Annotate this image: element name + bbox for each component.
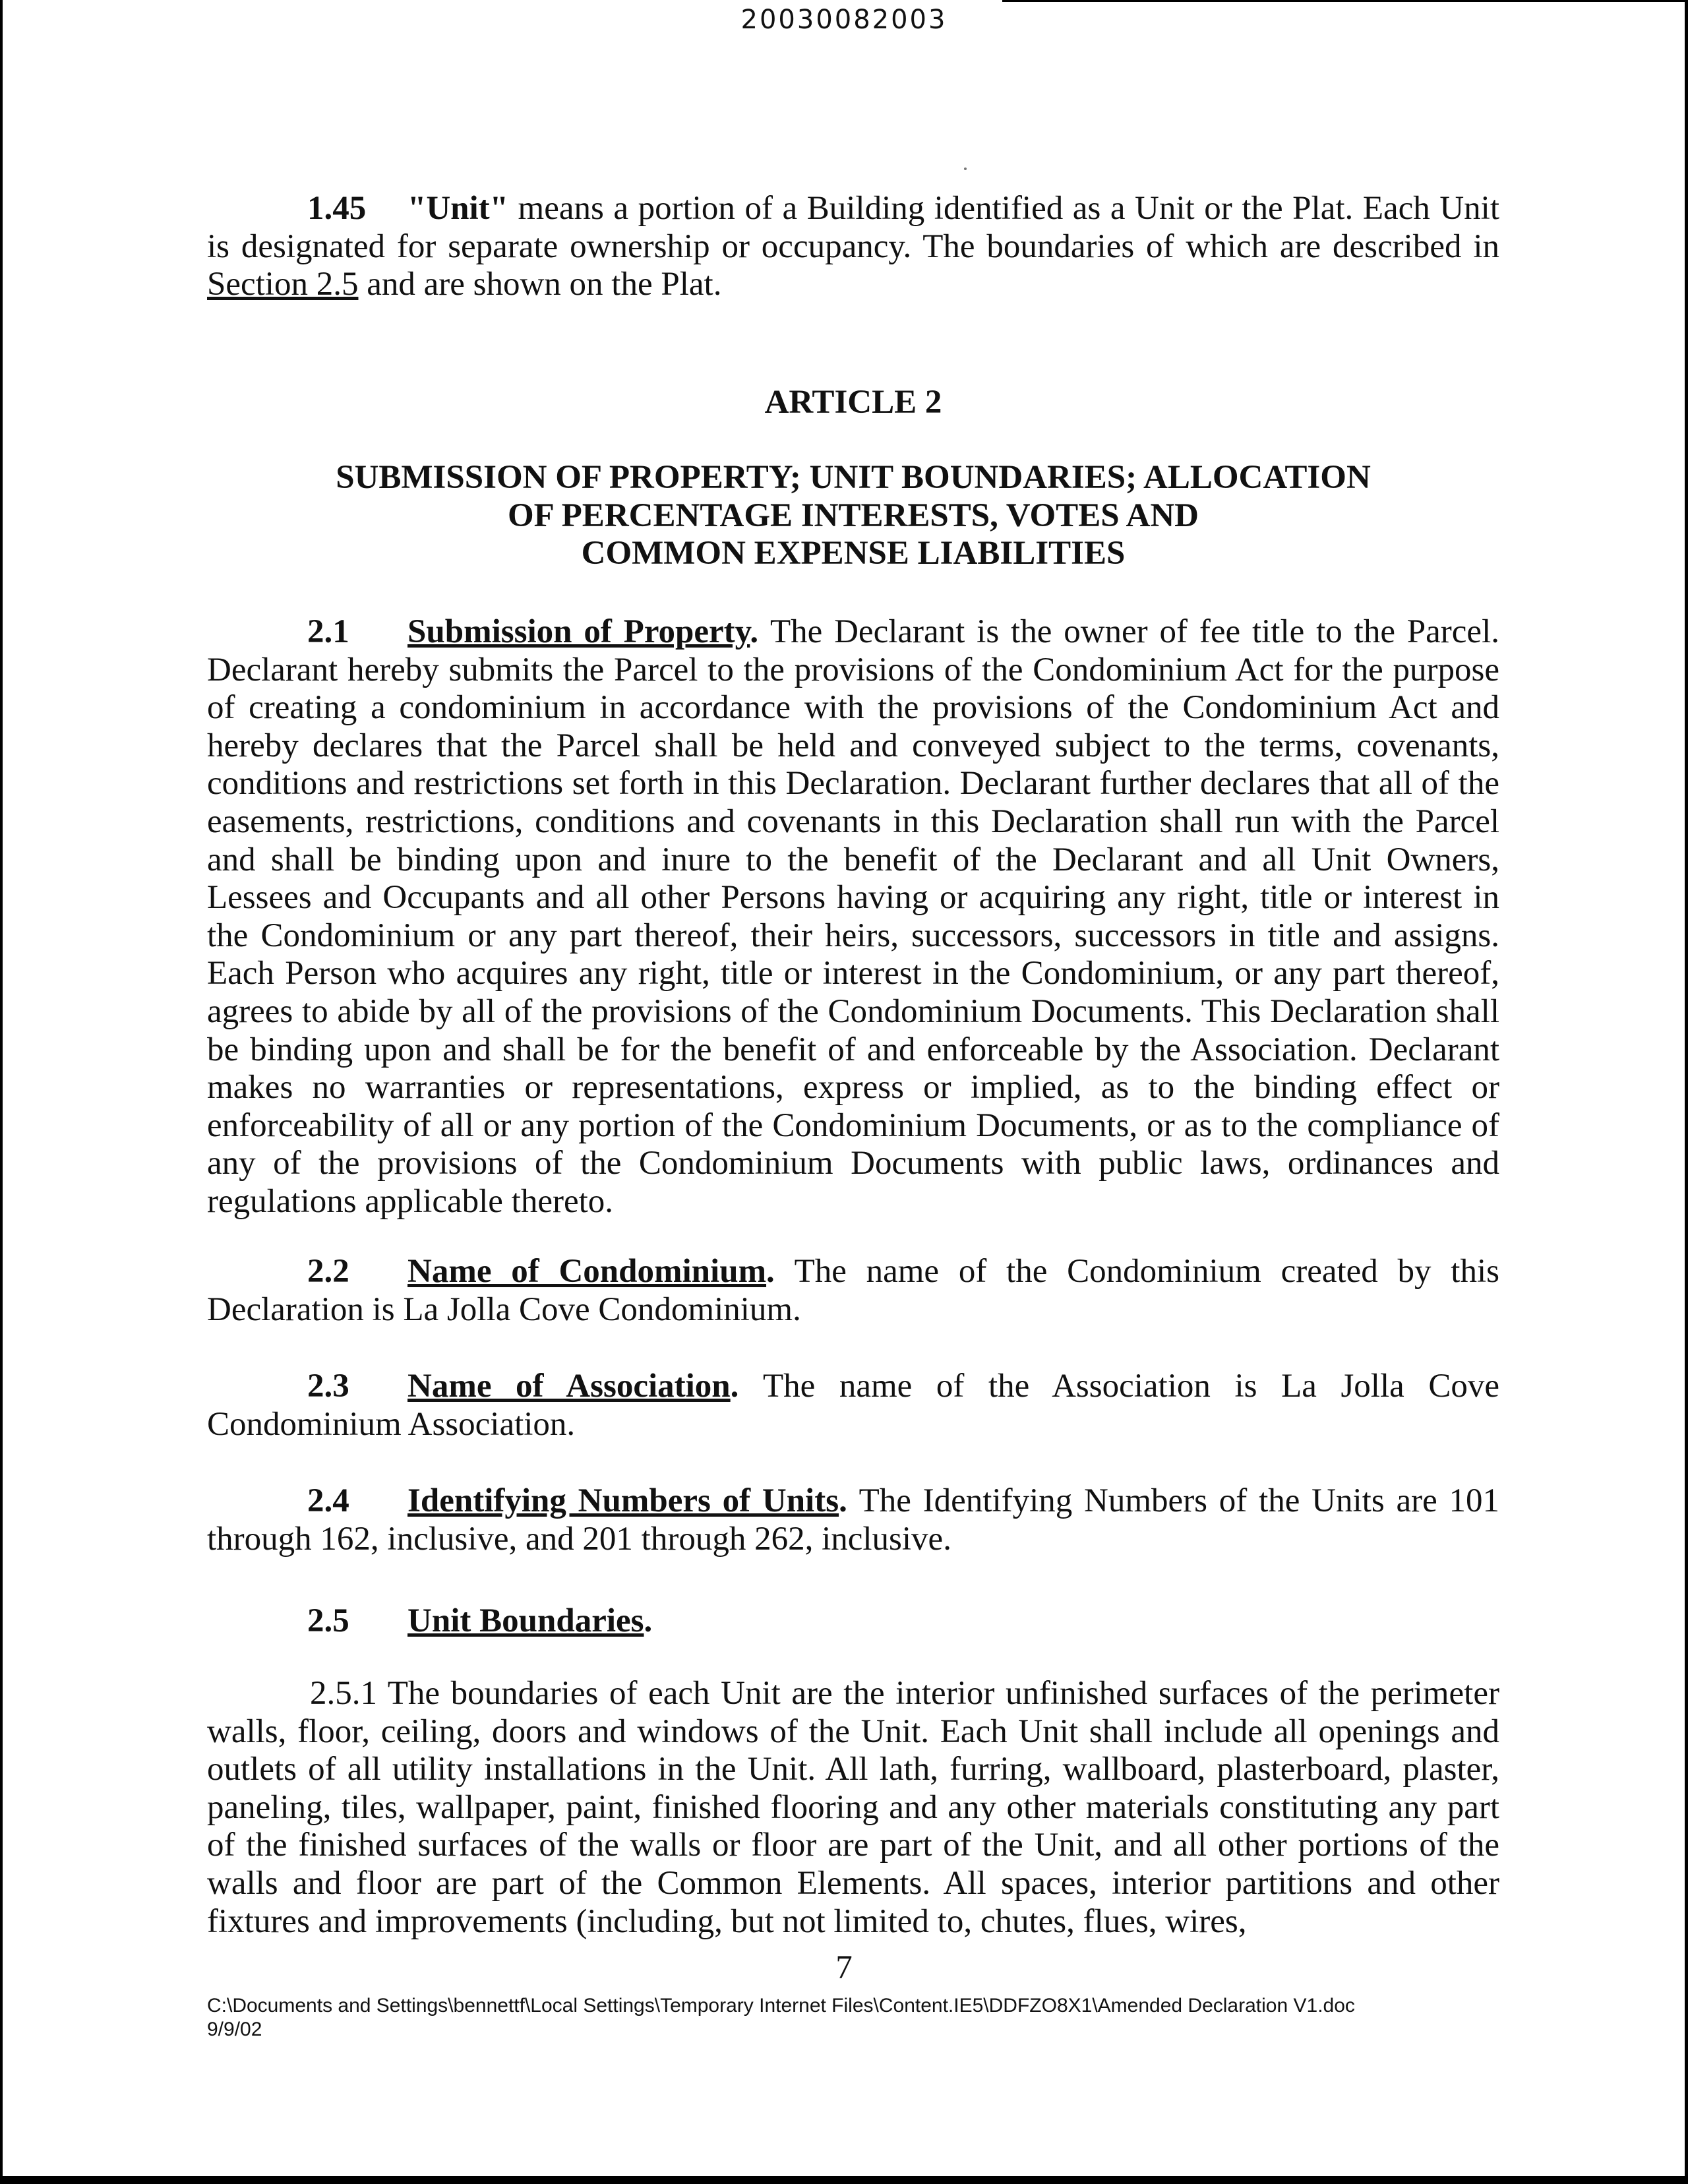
section-1-45: [207, 190, 1499, 304]
section-number: 2.4: [307, 1482, 349, 1519]
section-text: means a portion of a Building identified as a Unit or the Plat. Each Unit is designated for separate ownership or occupancy. The boundaries of which are described in: [207, 190, 1499, 265]
section-number: 2.2: [307, 1253, 349, 1290]
section-number: 2.1: [307, 613, 349, 650]
section-title: Unit Boundaries: [407, 1602, 644, 1639]
section-text: The Identifying Numbers of the Units are 101 through 162, inclusive, and 201 through 262, inclusive.: [207, 1482, 1499, 1558]
section-title: Identifying Numbers of Units: [407, 1482, 839, 1519]
section-2-3: 2.3 Name of Association. The name of the Association is La Jolla Cove Condominium Association.: [207, 1368, 1500, 1443]
section-2-2: 2.2 Name of Condominium. The name of the Condominium created by this Declaration is La Jolla Cove Condominium.: [207, 1253, 1499, 1328]
footer-date: 9/9/02: [207, 2018, 262, 2040]
section-2-5-1: [207, 1675, 1499, 1941]
scan-speck: [964, 167, 967, 170]
section-text: The boundaries of each Unit are the interior unfinished surfaces of the perimeter walls, floor, ceiling, doors and windows of the Unit. Each Unit shall include all openings and outlets of all utility installations in the Unit. All lath, furring, wallboard, plasterboard, plaster, paneling, tiles, wallpaper, paint, finished flooring and any other materials constituting any part of the finished surfaces of the walls or floor are part of the Unit, and all other portions of the walls and floor are part of the Common Elements. All spaces, interior partitions and other fixtures and improvements (including, but not limited to, chutes, flues, wires,: [207, 1675, 1499, 1940]
right-border-line: [1685, 0, 1688, 2184]
file-path: C:\Documents and Settings\bennettf\Local Settings\Temporary Internet Files\Content.IE5\DDFZO8X1\Amended Declaration V1.doc: [207, 1995, 1355, 2017]
article-title-line: SUBMISSION OF PROPERTY; UNIT BOUNDARIES; ALLOCATION: [336, 459, 1371, 496]
article-title-line: OF PERCENTAGE INTERESTS, VOTES AND: [507, 497, 1199, 534]
subsection-number: 2.5.1: [310, 1675, 377, 1712]
document-number: 20030082003: [740, 5, 948, 35]
defined-term: "Unit": [407, 190, 508, 227]
section-number: 1.45: [307, 190, 367, 227]
section-reference-link[interactable]: Section 2.5: [207, 266, 359, 303]
article-title-line: COMMON EXPENSE LIABILITIES: [581, 535, 1126, 572]
footer: [207, 1994, 1526, 2042]
article-title: [207, 459, 1499, 573]
section-title: Name of Condominium: [407, 1253, 767, 1290]
section-title: Submission of Property: [407, 613, 750, 650]
section-text: The Declarant is the owner of fee title to the Parcel. Declarant hereby submits the Parcel to the provisions of the Condominium Act for the purpose of creating a condominium in accordance with the provisions of the Condominium Act and hereby declares that the Parcel shall be held and conveyed subject to the terms, covenants, conditions and restrictions set forth in this Declaration. Declarant further declares that all of the easements, restrictions, conditions and covenants in this Declaration shall run with the Parcel and shall be binding upon and inure to the benefit of the Declarant and all Unit Owners, Lessees and Occupants and all other Persons having or acquiring any right, title or interest in the Condominium or any part thereof, their heirs, successors, successors in title and assigns. Each Person who acquires any right, title or interest in the Condominium, or any part thereof, agrees to abide by all of the provisions of the Condominium Documents. This Declaration shall be binding upon and shall be for the benefit of and enforceable by the Association. Declarant makes no warranties or representations, express or implied, as to the binding effect or enforceability of all or any portion of the Condominium Documents, or as to the compliance of any of the provisions of the Condominium Documents with public laws, ordinances and regulations applicable thereto.: [207, 613, 1499, 1220]
section-title: Name of Association: [407, 1368, 731, 1405]
article-label: ARTICLE 2: [764, 384, 942, 421]
page-number: 7: [835, 1949, 853, 1986]
section-number: 2.3: [307, 1368, 349, 1405]
section-2-4: 2.4 Identifying Numbers of Units. The Identifying Numbers of the Units are 101 through 162, inclusive, and 201 through 262, inclusive.: [207, 1482, 1499, 1558]
left-border-line: [0, 0, 3, 2184]
section-2-1: 2.1 Submission of Property. The Declarant is the owner of fee title to the Parcel. Declarant hereby submits the Parcel to the provisions of the Condominium Act for the purpose of creating a condominium in accordance with the provisions of the Condominium Act and hereby declares that the Parcel shall be held and conveyed subject to the terms, covenants, conditions and restrictions set forth in this Declaration. Declarant further declares that all of the easements, restrictions, conditions and covenants in this Declaration shall run with the Parcel and shall be binding upon and inure to the benefit of the Declarant and all Unit Owners, Lessees and Occupants and all other Persons having or acquiring any right, title or interest in the Condominium or any part thereof, their heirs, successors, successors in title and assigns. Each Person who acquires any right, title or interest in the Condominium, or any part thereof, agrees to abide by all of the provisions of the Condominium Documents. This Declaration shall be binding upon and shall be for the benefit of and enforceable by the Association. Declarant makes no warranties or representations, express or implied, as to the binding effect or enforceability of all or any portion of the Condominium Documents, or as to the compliance of any of the provisions of the Condominium Documents with public laws, ordinances and regulations applicable thereto.: [207, 613, 1499, 1220]
bottom-border-line: [0, 2176, 1688, 2184]
section-text-end: and are shown on the Plat.: [358, 266, 722, 303]
section-text: The name of the Association is La Jolla Cove Condominium Association.: [207, 1368, 1500, 1443]
section-text: The name of the Condominium created by this Declaration is La Jolla Cove Condominium.: [207, 1253, 1499, 1328]
section-2-5: 2.5 Unit Boundaries.: [207, 1602, 1499, 1641]
section-number: 2.5: [307, 1602, 349, 1639]
